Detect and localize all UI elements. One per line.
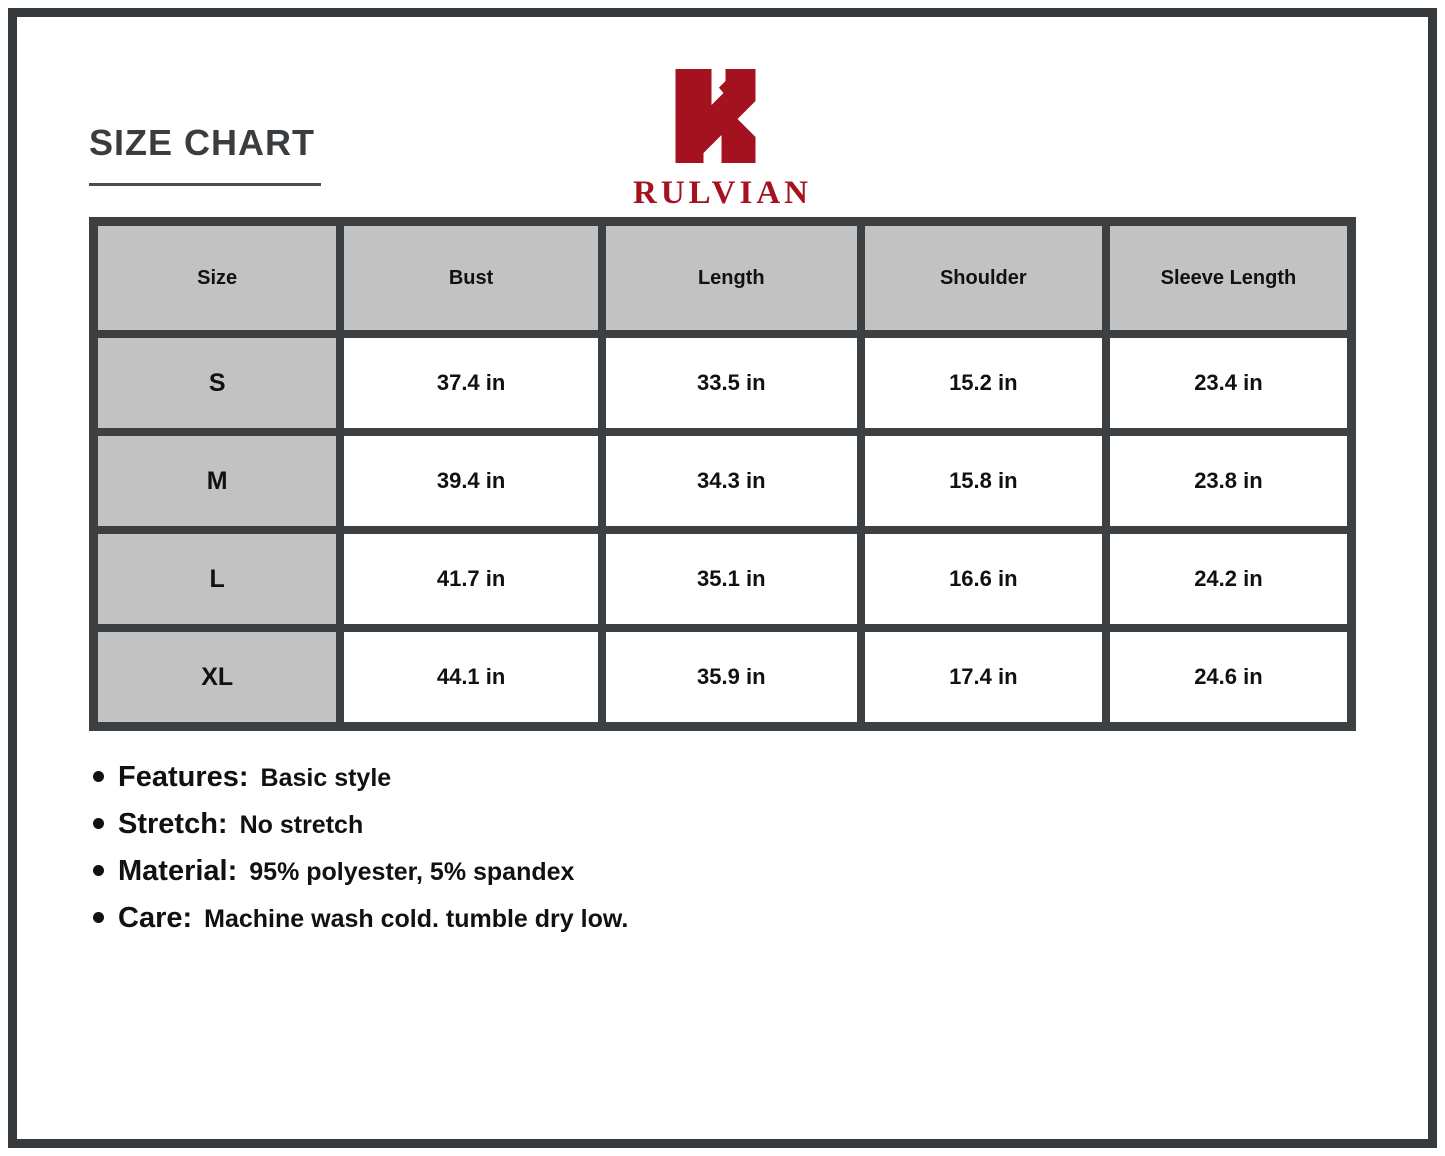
cell-size: L — [94, 530, 340, 628]
table-row — [94, 432, 1351, 530]
cell-shoulder: 15.2 in — [861, 334, 1106, 432]
page-title: SIZE CHART — [89, 122, 315, 163]
cell-bust: 39.4 in — [340, 432, 601, 530]
page-border — [8, 8, 1437, 1148]
note-care — [93, 902, 1356, 935]
column-header-bust: Bust — [340, 222, 601, 334]
title-underline — [89, 183, 321, 186]
brand-name: RULVIAN — [633, 175, 812, 211]
cell-length: 35.1 in — [602, 530, 861, 628]
note-label: Care: — [118, 902, 193, 934]
bullet-icon — [93, 771, 104, 782]
bullet-icon — [93, 912, 104, 923]
cell-length: 33.5 in — [602, 334, 861, 432]
cell-shoulder: 16.6 in — [861, 530, 1106, 628]
column-header-size: Size — [94, 222, 340, 334]
cell-bust: 41.7 in — [340, 530, 601, 628]
product-notes — [89, 761, 1356, 935]
cell-shoulder: 17.4 in — [861, 628, 1106, 726]
cell-size: XL — [94, 628, 340, 726]
cell-size: M — [94, 432, 340, 530]
note-label: Stretch: — [118, 808, 228, 840]
note-value: Machine wash cold. tumble dry low. — [204, 905, 629, 933]
note-value: Basic style — [260, 764, 392, 792]
column-header-length: Length — [602, 222, 861, 334]
bullet-icon — [93, 865, 104, 876]
cell-length: 35.9 in — [602, 628, 861, 726]
cell-bust: 44.1 in — [340, 628, 601, 726]
rulvian-logo-icon — [651, 61, 793, 171]
note-material — [93, 855, 1356, 888]
table-row — [94, 628, 1351, 726]
cell-bust: 37.4 in — [340, 334, 601, 432]
note-features — [93, 761, 1356, 794]
table-row — [94, 334, 1351, 432]
cell-size: S — [94, 334, 340, 432]
note-label: Features: — [118, 761, 249, 793]
note-stretch — [93, 808, 1356, 841]
cell-shoulder: 15.8 in — [861, 432, 1106, 530]
brand-logo — [633, 61, 812, 212]
note-value: No stretch — [239, 811, 364, 839]
header — [89, 17, 1356, 217]
table-header-row — [94, 222, 1351, 334]
title-block — [89, 122, 321, 186]
size-chart-table — [89, 217, 1356, 731]
cell-sleeve-length: 24.2 in — [1106, 530, 1351, 628]
note-label: Material: — [118, 855, 238, 887]
bullet-icon — [93, 818, 104, 829]
cell-sleeve-length: 23.4 in — [1106, 334, 1351, 432]
table-row — [94, 530, 1351, 628]
note-value: 95% polyester, 5% spandex — [249, 858, 575, 886]
cell-sleeve-length: 24.6 in — [1106, 628, 1351, 726]
column-header-sleeve-length: Sleeve Length — [1106, 222, 1351, 334]
cell-length: 34.3 in — [602, 432, 861, 530]
cell-sleeve-length: 23.8 in — [1106, 432, 1351, 530]
column-header-shoulder: Shoulder — [861, 222, 1106, 334]
